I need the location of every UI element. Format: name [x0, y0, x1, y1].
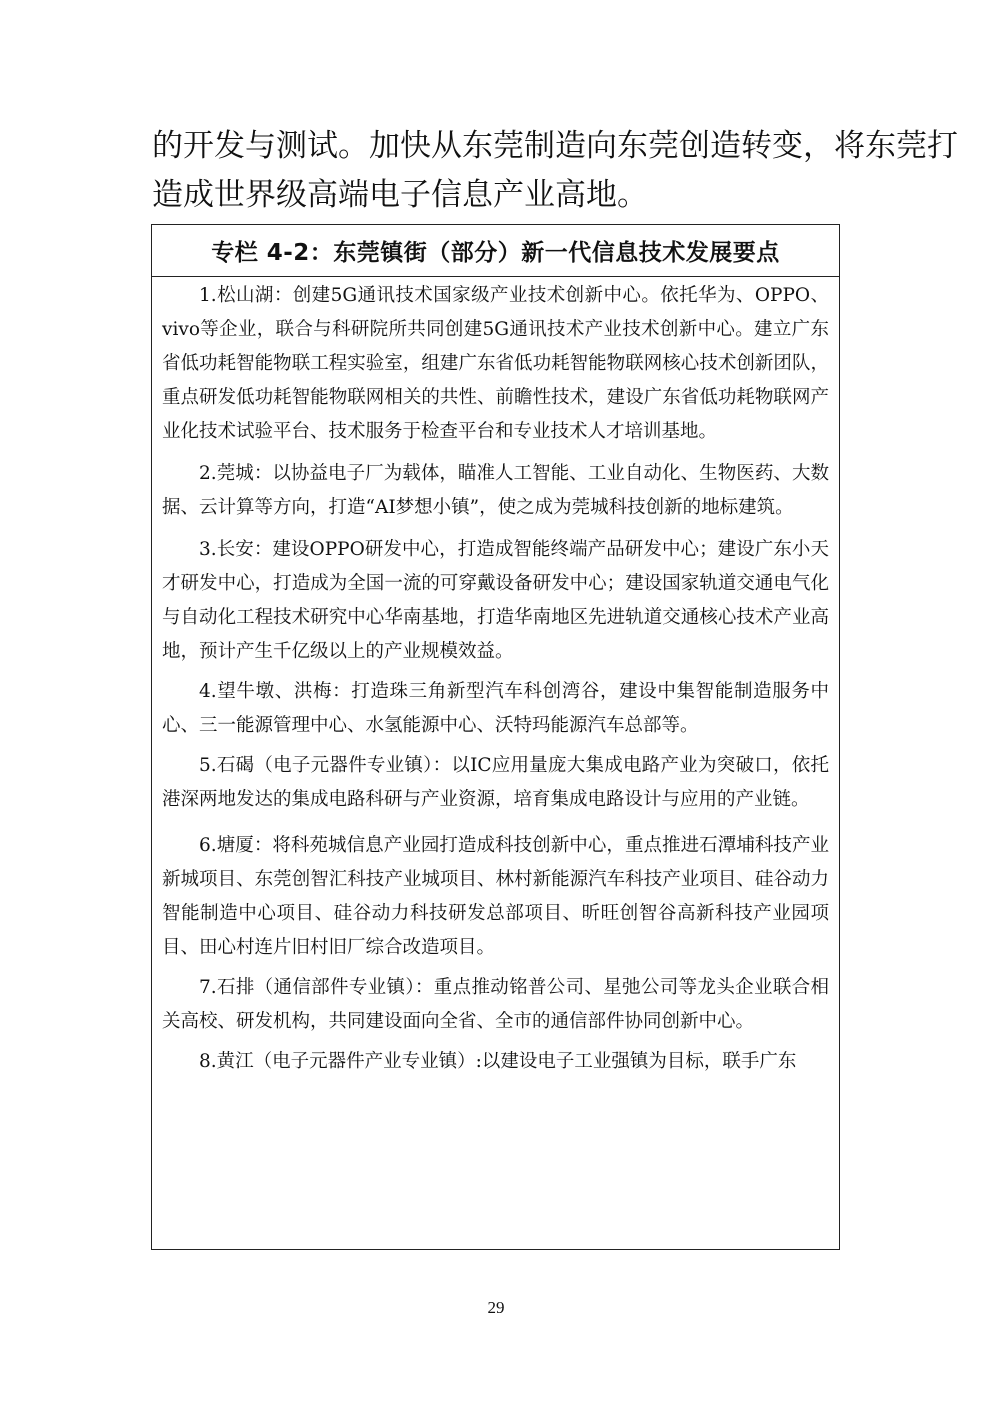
paragraph-shijie: 5.石碣（电子元器件专业镇）：以IC应用量庞大集成电路产业为突破口，依托港深两地发达的集成电路科研与产业资源，培育集成电路设计与应用的产业链。	[162, 755, 829, 810]
paragraph-tangxia: 6.塘厦：将科苑城信息产业园打造成科技创新中心，重点推进石潭埔科技产业新城项目、东莞创智汇科技产业城项目、林村新能源汽车科技产业项目、硅谷动力智能制造中心项目、硅谷动力科技研发总部项目、昕旺创智谷高新科技产业园项目、田心村连片旧村旧厂综合改造项目。	[162, 835, 829, 958]
paragraph-huangjiang: 8.黄江（电子元器件产业专业镇）:以建设电子工业强镇为目标，联手广东	[199, 1051, 797, 1072]
page-number: 29	[487, 1298, 505, 1317]
paragraph-guancheng: 2.莞城：以协益电子厂为载体，瞄准人工智能、工业自动化、生物医药、大数据、云计算等方向，打造“AI梦想小镇”，使之成为莞城科技创新的地标建筑。	[162, 463, 829, 518]
intro-line-1: 的开发与测试。加快从东莞制造向东莞创造转变，将东莞打	[152, 128, 958, 164]
feature-box-title: 专栏 4-2：东莞镇街（部分）新一代信息技术发展要点	[152, 225, 839, 277]
paragraph-songshanhu: 1.松山湖：创建5G通讯技术国家级产业技术创新中心。依托华为、OPPO、vivo等企业，联合与科研院所共同创建5G通讯技术产业技术创新中心。建立广东省低功耗智能物联工程实验室，组建广东省低功耗智能物联网核心技术创新团队，重点研发低功耗智能物联网相关的共性、前瞻性技术，建设广东省低功耗物联网产业化技术试验平台、技术服务于检查平台和专业技术人才培训基地。	[162, 285, 829, 442]
feature-box-body	[152, 277, 839, 1079]
intro-line-2: 造成世界级高端电子信息产业高地。	[152, 177, 648, 213]
paragraph-wangniudun-hongmei: 4.望牛墩、洪梅：打造珠三角新型汽车科创湾谷，建设中集智能制造服务中心、三一能源管理中心、水氢能源中心、沃特玛能源汽车总部等。	[162, 681, 829, 736]
paragraph-changan: 3.长安：建设OPPO研发中心，打造成智能终端产品研发中心；建设广东小天才研发中心，打造成为全国一流的可穿戴设备研发中心；建设国家轨道交通电气化与自动化工程技术研究中心华南基地，打造华南地区先进轨道交通核心技术产业高地，预计产生千亿级以上的产业规模效益。	[162, 539, 829, 662]
paragraph-shipai: 7.石排（通信部件专业镇）：重点推动铭普公司、星弛公司等龙头企业联合相关高校、研发机构，共同建设面向全省、全市的通信部件协同创新中心。	[162, 977, 829, 1032]
feature-box	[151, 224, 840, 1250]
intro-text	[152, 122, 958, 220]
